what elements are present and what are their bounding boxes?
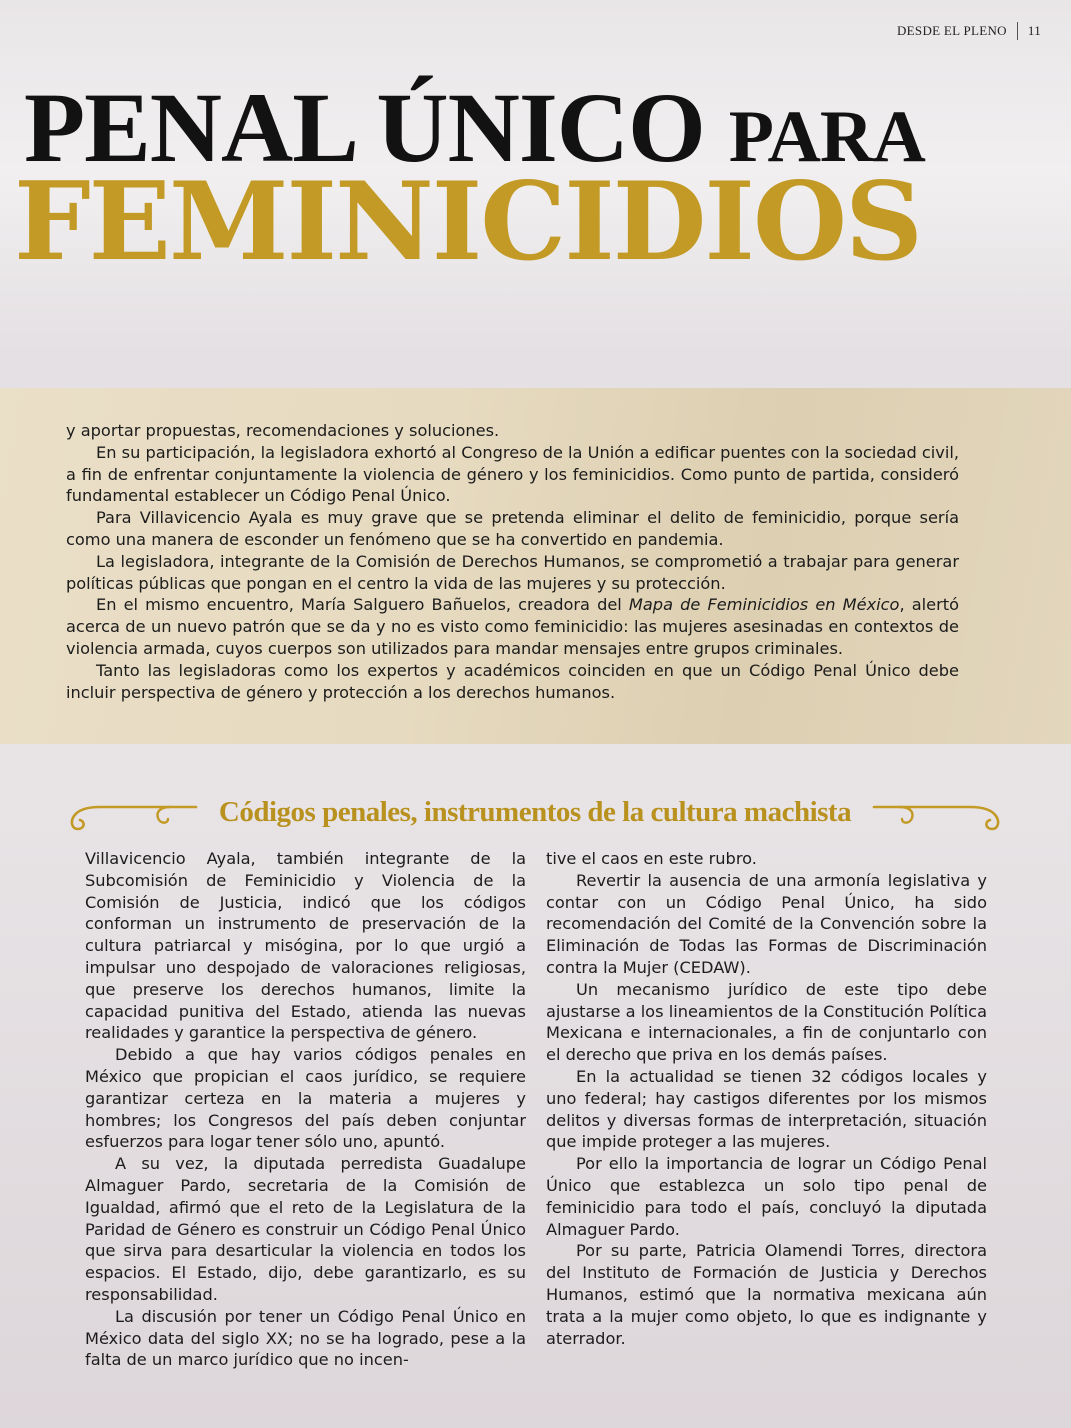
right-column bbox=[546, 848, 987, 1349]
headline-small: PARA bbox=[728, 96, 925, 178]
body-paragraph: Por su parte, Patricia Olamendi Torres, directora del Instituto de Formación de Justicia y Derechos Humanos, estimó que la normativa mexicana aún trata a la mujer como objeto, lo que es indignante y aterrador. bbox=[546, 1241, 987, 1348]
intro-paragraph: y aportar propuestas, recomendaciones y soluciones. bbox=[66, 421, 500, 440]
body-paragraph: Villavicencio Ayala, también integrante de la Subcomisión de Feminicidio y Violencia de la Comisión de Justicia, indicó que los códigos conforman un instrumento de preservación de la cultura patriarcal y misógina, por lo que urgió a impulsar uno despojado de valoraciones religiosas, que preserve los derechos humanos, limite la capacidad punitiva del Estado, atienda las nuevas realidades y garantice la perspectiva de género. bbox=[85, 849, 526, 1043]
intro-paragraph: Tanto las legisladoras como los expertos y académicos coinciden en que un Código Penal Único debe incluir perspectiva de género y protección a los derechos humanos. bbox=[66, 660, 959, 702]
intro-text bbox=[66, 420, 959, 703]
body-paragraph: Un mecanismo jurídico de este tipo debe ajustarse a los lineamientos de la Constitución Política Mexicana e internacionales, a fin de conjuntarlo con el derecho que priva en los demás países. bbox=[546, 979, 987, 1065]
intro-text-span: En el mismo encuentro, María Salguero Bañuelos, creadora del bbox=[96, 595, 629, 615]
body-paragraph: A su vez, la diputada perredista Guadalupe Almaguer Pardo, secretaria de la Comisión de Igualdad, afirmó que el reto de la Legislatura de la Paridad de Género es construir un Código Penal Único que sirva para desarticular la violencia en todos los espacios. El Estado, dijo, debe garantizarlo, es su responsabilidad. bbox=[85, 1154, 526, 1304]
body-paragraph: Revertir la ausencia de una armonía legislativa y contar con un Código Penal Único, ha sido recomendación del Comité de la Convención sobre la Eliminación de Todas las Formas de Discriminación contra la Mujer (CEDAW). bbox=[546, 870, 987, 977]
body-paragraph: Debido a que hay varios códigos penales en México que propician el caos jurídico, se requiere garantizar certeza en la materia a mujeres y hombres; los Congresos del país deben conjuntar esfuerzos para logar tener sólo uno, apuntó. bbox=[85, 1045, 526, 1152]
headline-main: PENAL ÚNICO bbox=[24, 72, 705, 183]
intro-text-span: , alertó acerca de un nuevo patrón que se da y no es visto como feminicidio: las mujeres asesinadas en contextos de violencia armada, cuyos cuerpos son utilizados para mandar mensajes entre grupos criminales. bbox=[66, 595, 959, 658]
right-flourish-icon bbox=[870, 792, 1010, 838]
intro-paragraph: Para Villavicencio Ayala es muy grave que se pretenda eliminar el delito de feminicidio, porque sería como una manera de esconder un fenómeno que se ha convertido en pandemia. bbox=[66, 508, 959, 549]
intro-paragraph bbox=[66, 594, 959, 659]
page-number: 11 bbox=[1027, 23, 1041, 38]
section-title: Códigos penales, instrumentos de la cultura machista bbox=[218, 796, 852, 828]
header-divider bbox=[1017, 22, 1018, 40]
body-paragraph: tive el caos en este rubro. bbox=[546, 849, 757, 868]
running-header bbox=[897, 22, 1041, 40]
section-name: DESDE EL PLENO bbox=[896, 23, 1007, 38]
map-title-italic: Mapa de Feminicidios en México bbox=[628, 595, 900, 615]
section-heading bbox=[60, 792, 1010, 838]
left-column bbox=[85, 848, 526, 1371]
intro-paragraph: En su participación, la legisladora exhortó al Congreso de la Unión a edificar puentes con la sociedad civil, a fin de enfrentar conjuntamente la violencia de género y los feminicidios. Como punto de partida, consideró fundamental establecer un Código Penal Único. bbox=[66, 442, 959, 506]
body-paragraph: Por ello la importancia de lograr un Código Penal Único que establezca un solo tipo penal de feminicidio para todo el país, concluyó la diputada Almaguer Pardo. bbox=[546, 1154, 987, 1239]
body-paragraph: En la actualidad se tienen 32 códigos locales y uno federal; hay castigos diferentes por los mismos delitos y diversas formas de interpretación, situación que impide proteger a las mujeres. bbox=[546, 1066, 987, 1152]
intro-paragraph: La legisladora, integrante de la Comisión de Derechos Humanos, se comprometió a trabajar para generar políticas públicas que pongan en el centro la vida de las mujeres y su protección. bbox=[66, 551, 959, 593]
headline-line-2: FEMINICIDIOS bbox=[14, 159, 922, 285]
body-paragraph: La discusión por tener un Código Penal Único en México data del siglo XX; no se ha logrado, pese a la falta de un marco jurídico que no incen- bbox=[85, 1306, 526, 1370]
